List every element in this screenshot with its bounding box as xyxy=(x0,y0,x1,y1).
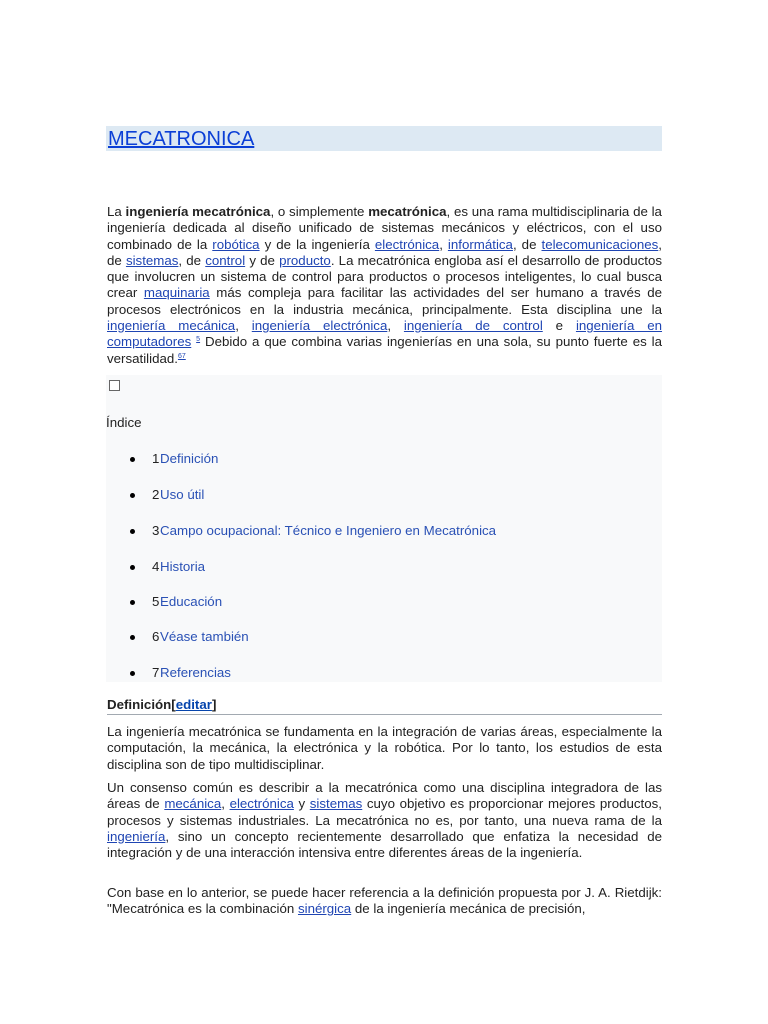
reference-67[interactable]: 67 xyxy=(177,352,186,360)
paragraph-text: , sino un concepto recientemente desarrollado que enfatiza la necesidad de integración y de una interacción intensiva entre diferentes áreas de la ingeniería. xyxy=(107,828,662,861)
intro-text: Debido a que combina varias ingenierías en una sola, su punto fuerte es la versatilidad. xyxy=(107,334,662,366)
intro-text: , de xyxy=(107,236,662,268)
intro-text: , de xyxy=(178,252,206,268)
bullet-icon xyxy=(130,457,135,462)
link-producto[interactable]: producto xyxy=(279,252,331,268)
link-robotica[interactable]: robótica xyxy=(212,236,260,252)
intro-text: La xyxy=(107,204,126,219)
toc-item-link[interactable]: Educación xyxy=(160,594,223,609)
bullet-icon xyxy=(130,600,135,605)
link-ingenieria[interactable]: ingeniería xyxy=(107,828,166,844)
bullet-icon xyxy=(130,565,135,570)
intro-text: , xyxy=(235,318,252,334)
reference-5[interactable]: 5 xyxy=(196,336,201,344)
link-mecanica[interactable]: mecánica xyxy=(164,796,222,812)
link-sistemas[interactable]: sistemas xyxy=(309,796,363,812)
link-ingenieria-mecanica[interactable]: ingeniería mecánica xyxy=(107,318,236,334)
edit-section-link[interactable]: editar xyxy=(175,697,212,712)
toc-item-number: 3 xyxy=(152,523,160,538)
intro-bold-term: ingeniería mecatrónica xyxy=(125,204,271,219)
toc-item-number: 2 xyxy=(152,487,160,502)
toc-item-number: 7 xyxy=(152,665,160,680)
section-heading-definicion xyxy=(107,697,662,715)
paragraph-text: Un consenso común es describir a la mecatrónica como una disciplina integradora de las áreas de xyxy=(107,780,662,812)
link-ingenieria-en-computadores[interactable]: ingeniería en computadores xyxy=(107,318,663,350)
intro-text: , es una rama multidisciplinaria de la ingeniería dedicada al diseño unificado de sistemas mecánicos y eléctricos, con el uso combinado de la xyxy=(107,204,662,252)
toc-item-link[interactable]: Referencias xyxy=(160,665,231,680)
intro-text: , xyxy=(439,236,448,252)
toc-title: Índice xyxy=(106,415,142,430)
edit-bracket: ] xyxy=(211,697,217,712)
paragraph-text: de la ingeniería mecánica de precisión, xyxy=(351,901,586,917)
intro-text: , de xyxy=(512,236,542,252)
link-informatica[interactable]: informática xyxy=(447,236,513,252)
paragraph-text: y xyxy=(293,796,310,812)
toc-item-link[interactable]: Véase también xyxy=(160,629,249,644)
link-electronica[interactable]: electrónica xyxy=(374,236,440,252)
edit-bracket: [ xyxy=(171,697,176,712)
paragraph-text: cuyo objetivo es proporcionar mejores productos, procesos y sistemas industriales. La mecatrónica no es, por tanto, una nueva rama de la xyxy=(107,796,662,828)
toc-item-link[interactable]: Campo ocupacional: Técnico e Ingeniero en Mecatrónica xyxy=(160,523,497,538)
link-sinergica[interactable]: sinérgica xyxy=(297,901,352,917)
toc-item-number: 4 xyxy=(152,559,160,574)
link-control[interactable]: control xyxy=(205,252,246,268)
toc-item-link[interactable]: Definición xyxy=(160,451,219,466)
intro-text: e xyxy=(542,318,576,334)
table-of-contents xyxy=(106,375,662,682)
paragraph-text: Con base en lo anterior, se puede hacer referencia a la definición propuesta por J. A. Rietdijk: "Mecatrónica es la combinación xyxy=(107,885,662,917)
link-ingenieria-de-control[interactable]: ingeniería de control xyxy=(403,318,543,334)
toc-item-number: 5 xyxy=(152,594,160,609)
definition-paragraph-2 xyxy=(107,780,662,861)
link-ingenieria-electronica[interactable]: ingeniería electrónica xyxy=(251,318,388,334)
bullet-icon xyxy=(130,671,135,676)
definition-paragraph-1: La ingeniería mecatrónica se fundamenta en la integración de varias áreas, especialmente la computación, la mecánica, la electrónica y la robótica. Por lo tanto, los estudios de esta disciplina son de tipo multidisciplinar. xyxy=(107,724,662,772)
link-sistemas[interactable]: sistemas xyxy=(125,252,179,268)
intro-text: , xyxy=(387,318,404,334)
link-electronica[interactable]: electrónica xyxy=(229,796,294,812)
intro-text: . La mecatrónica engloba así el desarrollo de productos que involucren un sistema de control para productos o procesos inteligentes, lo cual busca crear xyxy=(107,252,662,301)
bullet-icon xyxy=(130,493,135,498)
toc-item-link[interactable]: Uso útil xyxy=(160,487,205,502)
toc-toggle-checkbox[interactable] xyxy=(109,380,120,391)
paragraph-text: , xyxy=(221,796,230,812)
toc-item-link[interactable]: Historia xyxy=(160,559,206,574)
definition-paragraph-3 xyxy=(107,885,662,918)
page-title-link[interactable]: MECATRONICA xyxy=(108,128,255,150)
toc-item-number: 1 xyxy=(152,451,160,466)
link-maquinaria[interactable]: maquinaria xyxy=(143,285,210,301)
intro-paragraph xyxy=(107,204,662,367)
intro-text: y de xyxy=(245,252,280,268)
intro-text: más compleja para facilitar las actividades del ser humano a través de procesos electrónicos en la industria mecánica, principalmente. Esta disciplina une la xyxy=(107,285,662,317)
toc-item-number: 6 xyxy=(152,629,160,644)
section-heading-text: Definición xyxy=(107,697,172,712)
intro-text: y de la ingeniería xyxy=(259,236,375,252)
bullet-icon xyxy=(130,529,135,534)
intro-text: , o simplemente xyxy=(270,204,369,219)
intro-bold-term: mecatrónica xyxy=(368,204,447,219)
bullet-icon xyxy=(130,635,135,640)
link-telecomunicaciones[interactable]: telecomunicaciones xyxy=(541,236,659,252)
title-bar xyxy=(106,126,662,151)
